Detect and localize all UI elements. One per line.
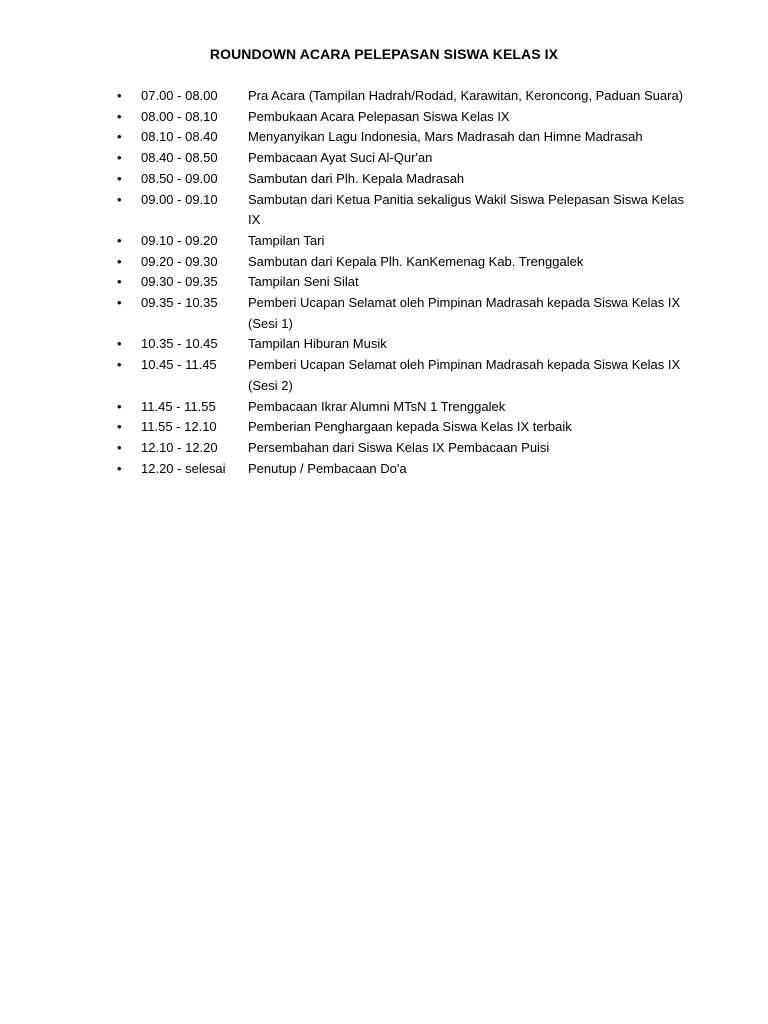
item-time: 10.45 - 11.45: [141, 357, 217, 373]
item-description: Persembahan dari Siswa Kelas IX Pembacaan Puisi: [248, 439, 550, 455]
list-item: [117, 127, 687, 148]
item-description: Pembacaan Ayat Suci Al-Qur'an: [248, 150, 433, 166]
item-description: Pembacaan Ikrar Alumni MTsN 1 Trenggalek: [248, 398, 506, 414]
item-description: Penutup / Pembacaan Do'a: [248, 460, 407, 476]
list-item: [117, 293, 687, 334]
list-item: [117, 231, 687, 252]
bullet-icon: •: [117, 357, 122, 373]
item-description: Menyanyikan Lagu Indonesia, Mars Madrasah dan Himne Madrasah: [248, 129, 643, 145]
document-title: ROUNDOWN ACARA PELEPASAN SISWA KELAS IX: [209, 46, 559, 62]
bullet-icon: •: [117, 191, 122, 207]
bullet-icon: •: [117, 170, 122, 186]
item-time: 09.20 - 09.30: [141, 253, 218, 269]
item-description: Tampilan Seni Silat: [248, 274, 359, 290]
bullet-icon: •: [117, 108, 122, 124]
item-description: Tampilan Hiburan Musik: [248, 336, 387, 352]
list-item: [117, 252, 687, 273]
bullet-icon: •: [117, 398, 122, 414]
item-time: 08.40 - 08.50: [141, 150, 218, 166]
list-item: [117, 459, 687, 480]
list-item: [117, 107, 687, 128]
bullet-icon: •: [117, 232, 122, 248]
list-item: [117, 272, 687, 293]
item-time: 07.00 - 08.00: [141, 88, 218, 103]
item-time: 09.10 - 09.20: [141, 232, 218, 248]
bullet-icon: •: [117, 129, 122, 145]
bullet-icon: •: [117, 253, 122, 269]
item-time: 08.00 - 08.10: [141, 108, 218, 124]
bullet-icon: •: [117, 295, 122, 311]
list-item: [117, 169, 687, 190]
list-item: [117, 355, 687, 396]
item-time: 09.35 - 10.35: [141, 295, 218, 311]
bullet-icon: •: [117, 460, 122, 476]
item-description: Sambutan dari Kepala Plh. KanKemenag Kab. Trenggalek: [248, 253, 584, 269]
bullet-icon: •: [117, 88, 122, 103]
list-item: [117, 86, 687, 107]
item-description: Sambutan dari Plh. Kepala Madrasah: [248, 170, 465, 186]
list-item: [117, 438, 687, 459]
item-description: Pra Acara (Tampilan Hadrah/Rodad, Karawitan, Keroncong, Paduan Suara): [248, 88, 684, 103]
item-description: Pemberian Penghargaan kepada Siswa Kelas IX terbaik: [248, 419, 572, 435]
item-time: 09.30 - 09.35: [141, 274, 218, 290]
item-description: Tampilan Tari: [248, 232, 325, 248]
item-description: Pemberi Ucapan Selamat oleh Pimpinan Madrasah kepada Siswa Kelas IX (Sesi 2): [248, 357, 681, 393]
bullet-icon: •: [117, 150, 122, 166]
item-time: 09.00 - 09.10: [141, 191, 218, 207]
item-description: Pembukaan Acara Pelepasan Siswa Kelas IX: [248, 108, 510, 124]
list-item: [117, 190, 687, 231]
list-item: [117, 397, 687, 418]
item-time: 12.10 - 12.20: [141, 439, 218, 455]
item-description: Pemberi Ucapan Selamat oleh Pimpinan Madrasah kepada Siswa Kelas IX (Sesi 1): [248, 295, 681, 331]
bullet-icon: •: [117, 419, 122, 435]
item-description: Sambutan dari Ketua Panitia sekaligus Wakil Siswa Pelepasan Siswa Kelas IX: [248, 191, 684, 228]
item-time: 12.20 - selesai: [141, 460, 226, 476]
list-item: [117, 334, 687, 355]
list-item: [117, 148, 687, 169]
item-time: 10.35 - 10.45: [141, 336, 218, 352]
item-time: 11.55 - 12.10: [141, 419, 217, 435]
bullet-icon: •: [117, 274, 122, 290]
bullet-icon: •: [117, 336, 122, 352]
schedule-list: [117, 86, 687, 479]
list-item: [117, 417, 687, 438]
item-time: 08.10 - 08.40: [141, 129, 218, 145]
bullet-icon: •: [117, 439, 122, 455]
item-time: 11.45 - 11.55: [141, 398, 216, 414]
item-time: 08.50 - 09.00: [141, 170, 218, 186]
